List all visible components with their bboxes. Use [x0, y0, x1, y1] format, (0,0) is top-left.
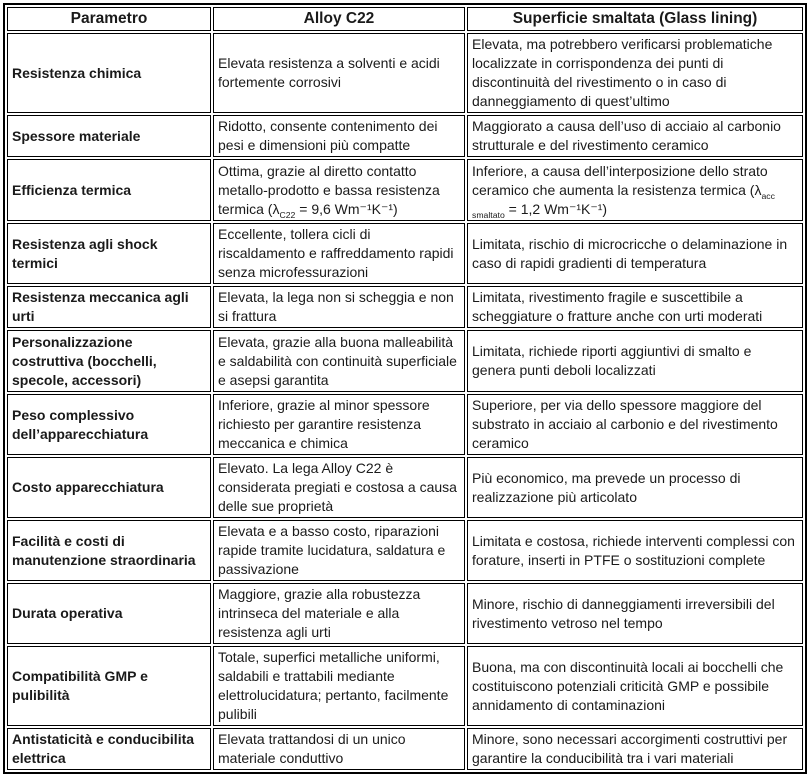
- cell-glass: Buona, ma con discontinuità locali ai bocchelli che costituiscono potenziali criticità GMP e possibile annidamento di contaminazioni: [467, 646, 803, 726]
- header-glass-lining: Superficie smaltata (Glass lining): [467, 7, 803, 31]
- cell-c22: [213, 159, 465, 221]
- table-row: [7, 728, 803, 770]
- cell-glass: Elevata, ma potrebbero verificarsi problematiche localizzate in corrispondenza dei punti di discontinuità del rivestimento o in caso di danneggiamento di quest’ultimo: [467, 33, 803, 113]
- cell-c22: Elevato. La lega Alloy C22 è considerata pregiati e costosa a causa delle sue proprietà: [213, 457, 465, 518]
- cell-glass: Limitata, rivestimento fragile e suscettibile a scheggiature o fratture anche con urti moderati: [467, 286, 803, 328]
- cell-c22: Elevata, la lega non si scheggia e non si frattura: [213, 286, 465, 328]
- cell-glass: Limitata, richiede riporti aggiuntivi di smalto e genera punti deboli localizzati: [467, 330, 803, 392]
- formula-text: Ottima, grazie al diretto contatto metallo-prodotto e bassa resistenza termica (λ: [218, 162, 440, 217]
- cell-param: Resistenza chimica: [7, 33, 211, 113]
- cell-c22: Totale, superfici metalliche uniformi, saldabili e trattabili mediante elettrolucidatura; pertanto, facilmente pulibili: [213, 646, 465, 726]
- table-row: [7, 394, 803, 455]
- cell-param: Durata operativa: [7, 583, 211, 644]
- table-row: [7, 115, 803, 157]
- table-row: [7, 646, 803, 726]
- table-row: [7, 33, 803, 113]
- formula-subscript: acc smaltato: [472, 190, 775, 220]
- cell-glass: Minore, rischio di danneggiamenti irreversibili del rivestimento vetroso nel tempo: [467, 583, 803, 644]
- cell-c22: Maggiore, grazie alla robustezza intrinseca del materiale e alla resistenza agli urti: [213, 583, 465, 644]
- cell-glass: [467, 159, 803, 221]
- cell-param: Antistaticità e conducibilita elettrica: [7, 728, 211, 770]
- cell-c22: Elevata trattandosi di un unico materiale conduttivo: [213, 728, 465, 770]
- cell-glass: Maggiorato a causa dell’uso di acciaio al carbonio strutturale e del rivestimento ceramico: [467, 115, 803, 157]
- table-row: [7, 520, 803, 581]
- formula-text: = 9,6 Wm⁻¹K⁻¹): [295, 200, 398, 217]
- cell-c22: Eccellente, tollera cicli di riscaldamento e raffreddamento rapidi senza microfessurazioni: [213, 223, 465, 284]
- cell-c22: Ridotto, consente contenimento dei pesi e dimensioni più compatte: [213, 115, 465, 157]
- table-row: [7, 286, 803, 328]
- cell-param: Personalizzazione costruttiva (bocchelli, specole, accessori): [7, 330, 211, 392]
- cell-glass: Minore, sono necessari accorgimenti costruttivi per garantire la conducibilità tra i vari materiali: [467, 728, 803, 770]
- table-row: [7, 223, 803, 284]
- cell-c22: Inferiore, grazie al minor spessore richiesto per garantire resistenza meccanica e chimica: [213, 394, 465, 455]
- cell-param: Facilità e costi di manutenzione straordinaria: [7, 520, 211, 581]
- table-row: [7, 457, 803, 518]
- cell-c22: Elevata, grazie alla buona malleabilità e saldabilità con continuità superficiale e asepsi garantita: [213, 330, 465, 392]
- formula-text: Inferiore, a causa dell’interposizione dello strato ceramico che aumenta la resistenza termica (λ: [472, 162, 768, 198]
- header-alloy-c22: Alloy C22: [213, 7, 465, 31]
- comparison-table: [3, 3, 807, 774]
- cell-glass: Limitata e costosa, richiede interventi complessi con forature, inserti in PTFE o sostituzioni complete: [467, 520, 803, 581]
- header-row: [7, 7, 803, 31]
- cell-param: Compatibilità GMP e pulibilità: [7, 646, 211, 726]
- cell-param: Spessore materiale: [7, 115, 211, 157]
- cell-glass: Limitata, rischio di microcricche o delaminazione in caso di rapidi gradienti di temperatura: [467, 223, 803, 284]
- cell-param: Peso complessivo dell’apparecchiatura: [7, 394, 211, 455]
- cell-param: Efficienza termica: [7, 159, 211, 221]
- cell-c22: Elevata resistenza a solventi e acidi fortemente corrosivi: [213, 33, 465, 113]
- cell-glass: Più economico, ma prevede un processo di realizzazione più articolato: [467, 457, 803, 518]
- cell-param: Resistenza meccanica agli urti: [7, 286, 211, 328]
- formula-text: = 1,2 Wm⁻¹K⁻¹): [504, 200, 608, 217]
- table-row: [7, 330, 803, 392]
- cell-glass: Superiore, per via dello spessore maggiore del substrato in acciaio al carbonio e del rivestimento ceramico: [467, 394, 803, 455]
- header-parametro: Parametro: [7, 7, 211, 31]
- cell-c22: Elevata e a basso costo, riparazioni rapide tramite lucidatura, saldatura e passivazione: [213, 520, 465, 581]
- table-row: [7, 583, 803, 644]
- cell-param: Resistenza agli shock termici: [7, 223, 211, 284]
- cell-param: Costo apparecchiatura: [7, 457, 211, 518]
- table-row: [7, 159, 803, 221]
- formula-subscript: C22: [279, 209, 296, 220]
